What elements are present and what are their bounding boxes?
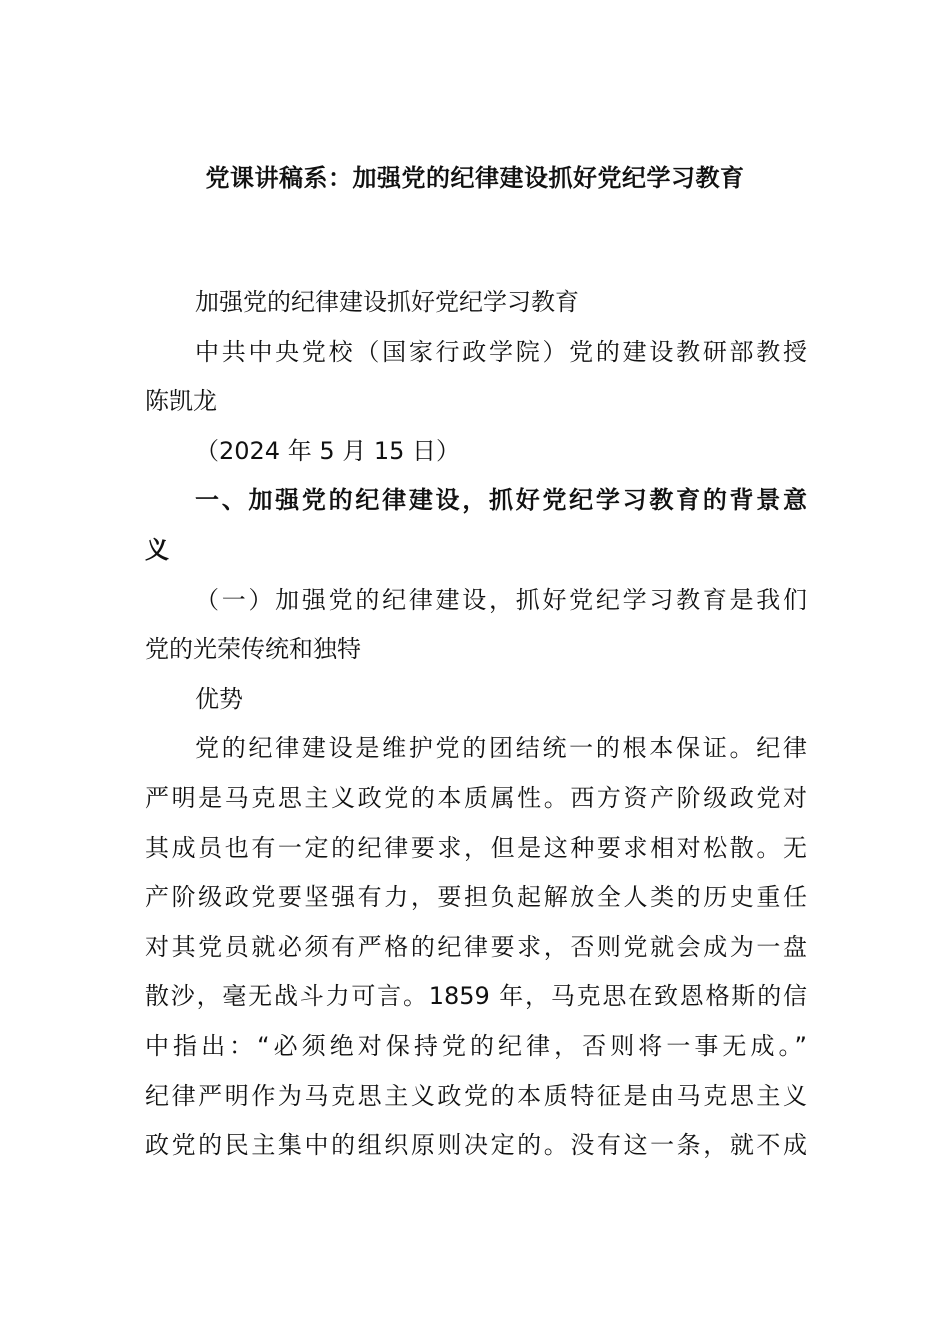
author-affiliation-line: 中共中央党校（国家行政学院）党的建设教研部教授 <box>195 337 807 366</box>
author-name-line: 陈凯龙 <box>145 387 217 416</box>
document-title: 党课讲稿系：加强党的纪律建设抓好党纪学习教育 <box>205 164 745 192</box>
paragraph-line: 其成员也有一定的纪律要求，但是这种要求相对松散。无 <box>145 833 807 862</box>
subsection-heading-line: 优势 <box>195 684 243 713</box>
date-line: （2024 年 5 月 15 日） <box>195 436 461 465</box>
paragraph-line: 对其党员就必须有严格的纪律要求，否则党就会成为一盘 <box>145 932 807 961</box>
paragraph-line: 纪律严明作为马克思主义政党的本质特征是由马克思主义 <box>145 1081 807 1110</box>
paragraph-line: 党的纪律建设是维护党的团结统一的根本保证。纪律 <box>195 734 807 763</box>
subsection-heading-line: 党的光荣传统和独特 <box>145 635 361 664</box>
paragraph-line: 政党的民主集中的组织原则决定的。没有这一条，就不成 <box>145 1131 807 1160</box>
paragraph-line: 中指出：“必须绝对保持党的纪律，否则将一事无成。” <box>145 1031 807 1060</box>
paragraph-line: 严明是马克思主义政党的本质属性。西方资产阶级政党对 <box>145 783 807 812</box>
section-heading-line: 一、加强党的纪律建设，抓好党纪学习教育的背景意 <box>195 486 807 515</box>
subtitle-line: 加强党的纪律建设抓好党纪学习教育 <box>195 288 579 316</box>
document-body <box>145 278 807 1171</box>
paragraph-line: 散沙，毫无战斗力可言。1859 年，马克思在致恩格斯的信 <box>145 982 807 1011</box>
section-heading-line: 义 <box>145 535 169 564</box>
paragraph-line: 产阶级政党要坚强有力，要担负起解放全人类的历史重任 <box>145 883 807 912</box>
subsection-heading-line: （一）加强党的纪律建设，抓好党纪学习教育是我们 <box>195 585 807 614</box>
